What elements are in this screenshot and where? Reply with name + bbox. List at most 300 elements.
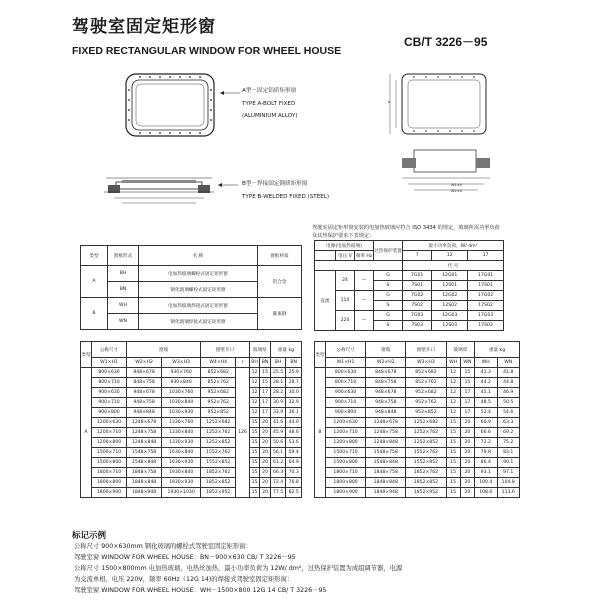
col-subheader: r bbox=[236, 358, 250, 368]
col-subheader: BH bbox=[270, 358, 286, 368]
weight-cell: 53.6 bbox=[286, 438, 302, 448]
example-line: 为交流单相，电压 220V，频率 60Hz（12G 14)的焊接式驾驶室固定矩形窗： bbox=[74, 576, 294, 583]
dimension-cell: 1548×758 bbox=[366, 448, 406, 458]
thickness-cell: 17 bbox=[460, 388, 474, 398]
dimension-cell: 1330×760 bbox=[162, 418, 201, 428]
thickness-cell: 12 bbox=[249, 398, 260, 408]
type-a-label-material: (ALUMINIUM ALLOY) bbox=[242, 113, 298, 119]
weight-cell: 100.4 bbox=[475, 478, 497, 488]
col-subheader: W1×H1 bbox=[92, 358, 127, 368]
dimension-cell: 848×758 bbox=[127, 378, 162, 388]
type-a-label-cn: A型－固定铝质矩形窗 bbox=[242, 88, 297, 94]
weight-cell: 54.6 bbox=[497, 408, 520, 418]
col-header-type: 类型 bbox=[81, 342, 92, 368]
dimension-cell: 1548×848 bbox=[366, 458, 406, 468]
code-cell: 12G01 bbox=[432, 271, 468, 281]
code-cell: 7G03 bbox=[403, 311, 432, 321]
weight-cell: 70.3 bbox=[286, 468, 302, 478]
dimension-cell: 1200×800 bbox=[326, 438, 366, 448]
col-subheader: W1×H1 bbox=[326, 358, 366, 368]
protect-cell: G bbox=[374, 291, 403, 301]
table-row bbox=[315, 291, 504, 301]
note-paragraph: 驾驶室固定矩形窗安装的电加热玻璃应符合 ISO 3434 的规定，玻璃所需功率负荷及其热保护要求下表规定： bbox=[312, 225, 500, 239]
table-row bbox=[81, 428, 302, 438]
dimension-cell: 1930×930 bbox=[162, 478, 201, 488]
col-header-type: 类型 bbox=[315, 342, 326, 368]
dim-label-w1: W1±0 bbox=[451, 183, 463, 187]
dimension-cell: 1930×1030 bbox=[162, 488, 201, 498]
dimension-cell: 1252×852 bbox=[201, 438, 236, 448]
weight-cell: 64.9 bbox=[286, 458, 302, 468]
thickness-cell: 15 bbox=[260, 378, 271, 388]
frame-code-cell: WN bbox=[108, 314, 139, 330]
weight-cell: 79.8 bbox=[475, 448, 497, 458]
dimension-cell: 1630×840 bbox=[162, 448, 201, 458]
example-line: 公称尺寸 900×630mm 钢化玻璃的螺栓式驾驶室固定矩形窗： bbox=[74, 543, 252, 550]
weight-cell: 59.4 bbox=[286, 448, 302, 458]
table-row bbox=[315, 428, 520, 438]
weight-cell: 28.7 bbox=[286, 378, 302, 388]
table-row bbox=[315, 271, 504, 281]
weight-cell: 41.3 bbox=[475, 368, 497, 378]
thickness-cell: 20 bbox=[260, 458, 271, 468]
col-header-bore: 围壁开口 bbox=[201, 342, 250, 358]
thickness-cell: 15 bbox=[460, 368, 474, 378]
weight-cell: 52.4 bbox=[475, 408, 497, 418]
dimension-cell: 1200×800 bbox=[92, 438, 127, 448]
dimension-cell: 800×710 bbox=[92, 378, 127, 388]
dimension-cell: 952×852 bbox=[406, 408, 446, 418]
dimension-cell: 852×762 bbox=[201, 378, 236, 388]
weight-cell: 36.1 bbox=[286, 408, 302, 418]
col-header-min-load: 最小功率负荷，W/ dm² bbox=[403, 241, 504, 251]
thickness-cell: 20 bbox=[460, 438, 474, 448]
thickness-cell: 20 bbox=[460, 458, 474, 468]
dimension-cell: 900×800 bbox=[92, 408, 127, 418]
dimension-cell: 1848×758 bbox=[127, 468, 162, 478]
col-header-load-17: 17 bbox=[468, 251, 504, 261]
code-cell: 17G01 bbox=[468, 271, 504, 281]
thickness-cell: 12 bbox=[446, 408, 460, 418]
dimension-cell: 1852×952 bbox=[201, 488, 236, 498]
dimension-cell: 1248×758 bbox=[366, 428, 406, 438]
thickness-cell: 12 bbox=[249, 388, 260, 398]
type-cell: A bbox=[81, 266, 108, 298]
voltage-cell: 110 bbox=[336, 291, 355, 311]
col-header-material: 窗框材质 bbox=[258, 246, 302, 266]
thickness-cell: 12 bbox=[249, 378, 260, 388]
weight-cell: 97.1 bbox=[497, 468, 520, 478]
table-row bbox=[81, 388, 302, 398]
code-cell: 12G03 bbox=[432, 311, 468, 321]
example-line: 驾驶室窗 WINDOW FOR WHEEL HOUSE：WH－1500×800 12G 14 CB/ T 3226－95 bbox=[74, 587, 327, 594]
thickness-cell: 12 bbox=[249, 368, 260, 378]
thickness-cell: 20 bbox=[460, 428, 474, 438]
thickness-cell: 20 bbox=[460, 448, 474, 458]
col-header-thickness: 玻璃厚 bbox=[249, 342, 270, 358]
table-row bbox=[315, 438, 520, 448]
weight-cell: 46.9 bbox=[497, 388, 520, 398]
thickness-cell: 15 bbox=[249, 428, 260, 438]
code-cell: 17S01 bbox=[468, 281, 504, 291]
code-cell: 17G03 bbox=[468, 311, 504, 321]
dimension-cell: 848×758 bbox=[366, 378, 406, 388]
dimension-cell: 1248×678 bbox=[127, 418, 162, 428]
weight-cell: 77.5 bbox=[270, 488, 286, 498]
dimension-cell: 800×630 bbox=[92, 368, 127, 378]
col-header-type: 类型 bbox=[81, 246, 108, 266]
col-header-weight: 重量 kg bbox=[475, 342, 520, 358]
table-row bbox=[315, 388, 520, 398]
dimension-cell: 1500×800 bbox=[92, 458, 127, 468]
dimension-cell: 900×710 bbox=[92, 398, 127, 408]
dimension-cell: 1500×800 bbox=[326, 458, 366, 468]
standard-number: CB/T 3226－95 bbox=[404, 35, 488, 49]
dimension-cell: 1930×840 bbox=[162, 468, 201, 478]
table-row bbox=[81, 408, 302, 418]
table-row bbox=[315, 448, 520, 458]
type-cell: A bbox=[81, 368, 92, 498]
thickness-cell: 15 bbox=[446, 438, 460, 448]
type-b-label-cn: B型－焊接固定钢质矩形窗 bbox=[242, 181, 308, 187]
dimension-cell: 1848×848 bbox=[127, 478, 162, 488]
page-title-english: FIXED RECTANGULAR WINDOW FOR WHEEL HOUSE bbox=[72, 45, 342, 57]
weight-cell: 72.2 bbox=[475, 438, 497, 448]
weight-cell: 48.6 bbox=[286, 428, 302, 438]
dimension-cell: 900×710 bbox=[326, 398, 366, 408]
thickness-cell: 15 bbox=[249, 438, 260, 448]
code-cell: 12G02 bbox=[432, 291, 468, 301]
col-subheader: W2×H2 bbox=[366, 358, 406, 368]
dimension-cell: 852×682 bbox=[406, 368, 446, 378]
table-row bbox=[315, 468, 520, 478]
weight-cell: 72.4 bbox=[270, 478, 286, 488]
protect-cell: S bbox=[374, 321, 403, 331]
thickness-cell: 15 bbox=[446, 458, 460, 468]
thickness-cell: 15 bbox=[249, 488, 260, 498]
weight-cell: 93.1 bbox=[475, 468, 497, 478]
col-header-bore: 围壁开口 bbox=[406, 342, 446, 358]
thickness-cell: 15 bbox=[446, 428, 460, 438]
dimension-cell: 1800×900 bbox=[326, 488, 366, 498]
thickness-cell: 15 bbox=[249, 478, 260, 488]
thickness-cell: 15 bbox=[249, 418, 260, 428]
dimension-cell: 1030×930 bbox=[162, 408, 201, 418]
dimension-cell: 1800×710 bbox=[92, 468, 127, 478]
thickness-cell: 15 bbox=[249, 458, 260, 468]
radius-cell: 126 bbox=[236, 368, 250, 498]
dimension-cell: 900×800 bbox=[326, 408, 366, 418]
weight-cell: 108.6 bbox=[475, 488, 497, 498]
weight-cell: 75.2 bbox=[497, 438, 520, 448]
col-subheader: BH bbox=[249, 358, 260, 368]
example-line: 驾驶室窗 WINDOW FOR WHEEL HOUSE：BN－900×630 CB/ T 3226－95 bbox=[74, 554, 296, 561]
dimension-cell: 1630×930 bbox=[162, 458, 201, 468]
type-b-label-en: TYPE B-WELDED FIXED (STEEL) bbox=[242, 194, 330, 200]
thickness-cell: 20 bbox=[460, 468, 474, 478]
dimension-cell: 948×678 bbox=[127, 388, 162, 398]
dimension-cell: 948×848 bbox=[366, 408, 406, 418]
weight-cell: 90.1 bbox=[497, 458, 520, 468]
thickness-cell: 20 bbox=[260, 478, 271, 488]
table-row bbox=[81, 468, 302, 478]
weight-cell: 44.8 bbox=[497, 378, 520, 388]
col-header-weight: 重量 kg bbox=[270, 342, 301, 358]
col-subheader: W3×H3 bbox=[406, 358, 446, 368]
material-cell: 铝合金 bbox=[258, 266, 302, 298]
frequency-cell: — bbox=[355, 291, 374, 311]
table-row bbox=[81, 458, 302, 468]
frame-code-cell: BN bbox=[108, 282, 139, 298]
col-subheader: WN bbox=[460, 358, 474, 368]
col-header-glass: 窗玻 bbox=[127, 342, 201, 358]
dimension-cell: 930×840 bbox=[162, 378, 201, 388]
col-header-protect: 过热保护装置 bbox=[374, 241, 403, 261]
weight-cell: 41.8 bbox=[497, 368, 520, 378]
dim-label-w2: W2±0 bbox=[451, 189, 463, 193]
type-cell: B bbox=[81, 298, 108, 330]
weight-cell: 44.0 bbox=[286, 418, 302, 428]
weight-cell: 113.6 bbox=[497, 488, 520, 498]
dimension-cell: 952×682 bbox=[406, 388, 446, 398]
code-cell: 7S03 bbox=[403, 321, 432, 331]
col-header-voltage: 电压 V bbox=[336, 251, 355, 261]
table-row bbox=[315, 368, 520, 378]
table-row bbox=[81, 438, 302, 448]
frequency-cell: — bbox=[355, 271, 374, 291]
weight-cell: 50.6 bbox=[270, 438, 286, 448]
leader-arrow bbox=[216, 182, 240, 188]
dimension-cell: 900×630 bbox=[92, 388, 127, 398]
table-row bbox=[81, 298, 302, 314]
weight-cell: 60.9 bbox=[475, 418, 497, 428]
col-header-thickness: 玻璃厚 bbox=[446, 342, 475, 358]
thickness-cell: 15 bbox=[460, 378, 474, 388]
dimension-cell: 1852×762 bbox=[201, 468, 236, 478]
dimension-cell: 1500×710 bbox=[326, 448, 366, 458]
weight-cell: 50.5 bbox=[497, 398, 520, 408]
frame-code-cell: WH bbox=[108, 298, 139, 314]
code-cell: 17S03 bbox=[468, 321, 504, 331]
thickness-cell: 17 bbox=[260, 388, 271, 398]
dimension-cell: 1800×710 bbox=[326, 468, 366, 478]
thickness-cell: 20 bbox=[460, 488, 474, 498]
dimension-cell: 800×630 bbox=[326, 368, 366, 378]
dimension-cell: 1252×682 bbox=[201, 418, 236, 428]
weight-cell: 41.6 bbox=[270, 418, 286, 428]
weight-cell: 83.1 bbox=[497, 448, 520, 458]
col-subheader: WH bbox=[475, 358, 497, 368]
dimension-cell: 952×682 bbox=[201, 388, 236, 398]
dimension-cell: 948×678 bbox=[366, 388, 406, 398]
table-row bbox=[81, 418, 302, 428]
weight-cell: 25.9 bbox=[286, 368, 302, 378]
dimension-cell: 1548×848 bbox=[127, 458, 162, 468]
table-row bbox=[315, 378, 520, 388]
thickness-cell: 12 bbox=[249, 408, 260, 418]
weight-cell: 69.2 bbox=[497, 428, 520, 438]
table-row bbox=[81, 448, 302, 458]
code-cell: 12S03 bbox=[432, 321, 468, 331]
table-row bbox=[81, 368, 302, 378]
frequency-cell: — bbox=[355, 311, 374, 331]
dimension-cell: 848×678 bbox=[127, 368, 162, 378]
dimension-cell: 1200×630 bbox=[92, 418, 127, 428]
example-line: 公称尺寸 1500×800mm 电加热玻璃，电热丝加热，最小功率负荷为 12W/ dm²，过热保护装置为成组调节器，电源 bbox=[74, 565, 403, 572]
dimension-cell: 1852×852 bbox=[406, 478, 446, 488]
dimension-cell: 1800×800 bbox=[92, 478, 127, 488]
col-header-code: 代 号 bbox=[403, 261, 504, 271]
type-a-window-drawing bbox=[120, 68, 220, 140]
thickness-cell: 12 bbox=[446, 398, 460, 408]
weight-cell: 25.5 bbox=[270, 368, 286, 378]
dimension-table-type-b bbox=[314, 341, 520, 498]
dimension-cell: 1252×762 bbox=[406, 428, 446, 438]
dc-label-cell: 直流 bbox=[315, 271, 336, 331]
table-row bbox=[81, 478, 302, 488]
dim-label-a: a bbox=[388, 100, 391, 104]
dimension-table-type-a bbox=[80, 341, 302, 498]
code-cell: 17S02 bbox=[468, 301, 504, 311]
col-header-load-7: 7 bbox=[403, 251, 432, 261]
thickness-cell: 15 bbox=[446, 488, 460, 498]
col-header-nominal: 公称尺寸 bbox=[92, 342, 127, 358]
thickness-cell: 17 bbox=[260, 408, 271, 418]
thickness-cell: 15 bbox=[249, 468, 260, 478]
weight-cell: 30.0 bbox=[286, 388, 302, 398]
dimension-cell: 952×762 bbox=[201, 398, 236, 408]
table-row bbox=[315, 488, 520, 498]
weight-cell: 28.1 bbox=[270, 378, 286, 388]
page-title: 驾驶室固定矩形窗 bbox=[72, 17, 216, 37]
dimension-cell: 900×630 bbox=[326, 388, 366, 398]
dimension-cell: 1800×800 bbox=[326, 478, 366, 488]
protect-cell: S bbox=[374, 301, 403, 311]
dimension-cell: 1252×682 bbox=[406, 418, 446, 428]
weight-cell: 44.2 bbox=[475, 378, 497, 388]
dimension-cell: 1252×762 bbox=[201, 428, 236, 438]
col-header-name: 名 称 bbox=[139, 246, 258, 266]
dimension-cell: 930×760 bbox=[162, 368, 201, 378]
window-type-table bbox=[80, 245, 302, 330]
thickness-cell: 17 bbox=[260, 398, 271, 408]
thickness-cell: 20 bbox=[260, 438, 271, 448]
dimension-cell: 1848×848 bbox=[366, 478, 406, 488]
weight-cell: 104.8 bbox=[497, 478, 520, 488]
table-row bbox=[81, 378, 302, 388]
dimension-cell: 1552×762 bbox=[406, 448, 446, 458]
table-row bbox=[315, 458, 520, 468]
thickness-cell: 15 bbox=[446, 448, 460, 458]
thickness-cell: 20 bbox=[260, 468, 271, 478]
dimension-cell: 1248×758 bbox=[127, 428, 162, 438]
thickness-cell: 20 bbox=[260, 488, 271, 498]
type-b-section-drawing bbox=[100, 168, 218, 208]
weight-cell: 48.5 bbox=[475, 398, 497, 408]
table-row bbox=[81, 488, 302, 498]
weight-cell: 66.6 bbox=[475, 428, 497, 438]
dimension-cell: 1800×900 bbox=[92, 488, 127, 498]
col-subheader: W4×H4 bbox=[201, 358, 236, 368]
dimension-cell: 1848×758 bbox=[366, 468, 406, 478]
col-subheader: WN bbox=[497, 358, 520, 368]
weight-cell: 63.3 bbox=[497, 418, 520, 428]
dimension-cell: 1330×840 bbox=[162, 428, 201, 438]
dimension-cell: 1852×952 bbox=[406, 488, 446, 498]
code-cell: 12S02 bbox=[432, 301, 468, 311]
type-a-label-en: TYPE A-BOLT FIXED bbox=[242, 101, 296, 107]
material-cell: 碳素钢 bbox=[258, 298, 302, 330]
code-cell: 7G01 bbox=[403, 271, 432, 281]
dimension-cell: 1248×678 bbox=[366, 418, 406, 428]
weight-cell: 61.2 bbox=[270, 458, 286, 468]
table-row bbox=[315, 311, 504, 321]
thickness-cell: 15 bbox=[249, 448, 260, 458]
col-header-nominal: 公称尺寸 bbox=[326, 342, 366, 358]
dimension-cell: 1852×762 bbox=[406, 468, 446, 478]
thickness-cell: 15 bbox=[446, 468, 460, 478]
col-subheader: BN bbox=[260, 358, 271, 368]
dimension-cell: 1552×852 bbox=[201, 458, 236, 468]
window-elevation-drawing bbox=[384, 66, 496, 196]
dimension-cell: 948×848 bbox=[127, 408, 162, 418]
thickness-cell: 17 bbox=[460, 408, 474, 418]
dimension-cell: 948×758 bbox=[127, 398, 162, 408]
dimension-cell: 1852×852 bbox=[201, 478, 236, 488]
col-header-power: 电源(电加热玻璃) bbox=[315, 241, 374, 251]
col-header-load-12: 12 bbox=[432, 251, 468, 261]
window-name-cell: 电加热玻璃螺栓式固定矩形窗 bbox=[139, 266, 258, 282]
weight-cell: 76.8 bbox=[286, 478, 302, 488]
code-cell: 7S02 bbox=[403, 301, 432, 311]
weight-cell: 28.2 bbox=[270, 388, 286, 398]
protect-cell: G bbox=[374, 311, 403, 321]
dimension-cell: 1200×630 bbox=[326, 418, 366, 428]
thickness-cell: 20 bbox=[460, 418, 474, 428]
dimension-cell: 1548×758 bbox=[127, 448, 162, 458]
weight-cell: 33.9 bbox=[270, 408, 286, 418]
col-header-frame: 窗框形式 bbox=[108, 246, 139, 266]
code-cell: 12S01 bbox=[432, 281, 468, 291]
weight-cell: 56.1 bbox=[270, 448, 286, 458]
dimension-cell: 1848×948 bbox=[127, 488, 162, 498]
thickness-cell: 20 bbox=[260, 448, 271, 458]
dimension-cell: 852×762 bbox=[406, 378, 446, 388]
col-subheader: BN bbox=[286, 358, 302, 368]
weight-cell: 66.3 bbox=[270, 468, 286, 478]
code-cell: 7S01 bbox=[403, 281, 432, 291]
dimension-cell: 1552×762 bbox=[201, 448, 236, 458]
col-header-glass: 窗玻 bbox=[366, 342, 406, 358]
dimension-cell: 1030×760 bbox=[162, 388, 201, 398]
protect-cell: S bbox=[374, 281, 403, 291]
dimension-cell: 1248×848 bbox=[366, 438, 406, 448]
col-subheader: W2×H2 bbox=[127, 358, 162, 368]
thickness-cell: 20 bbox=[260, 418, 271, 428]
dimension-cell: 1848×948 bbox=[366, 488, 406, 498]
dimension-cell: 800×710 bbox=[326, 378, 366, 388]
leader-arrow bbox=[218, 90, 242, 96]
window-name-cell: 钢化玻璃焊接式固定矩形窗 bbox=[139, 314, 258, 330]
weight-cell: 45.1 bbox=[475, 388, 497, 398]
weight-cell: 82.5 bbox=[286, 488, 302, 498]
weight-cell: 45.9 bbox=[270, 428, 286, 438]
example-heading: 标记示例 bbox=[72, 531, 107, 541]
dimension-cell: 852×682 bbox=[201, 368, 236, 378]
dimension-cell: 848×678 bbox=[366, 368, 406, 378]
weight-cell: 86.4 bbox=[475, 458, 497, 468]
dimension-cell: 1252×852 bbox=[406, 438, 446, 448]
